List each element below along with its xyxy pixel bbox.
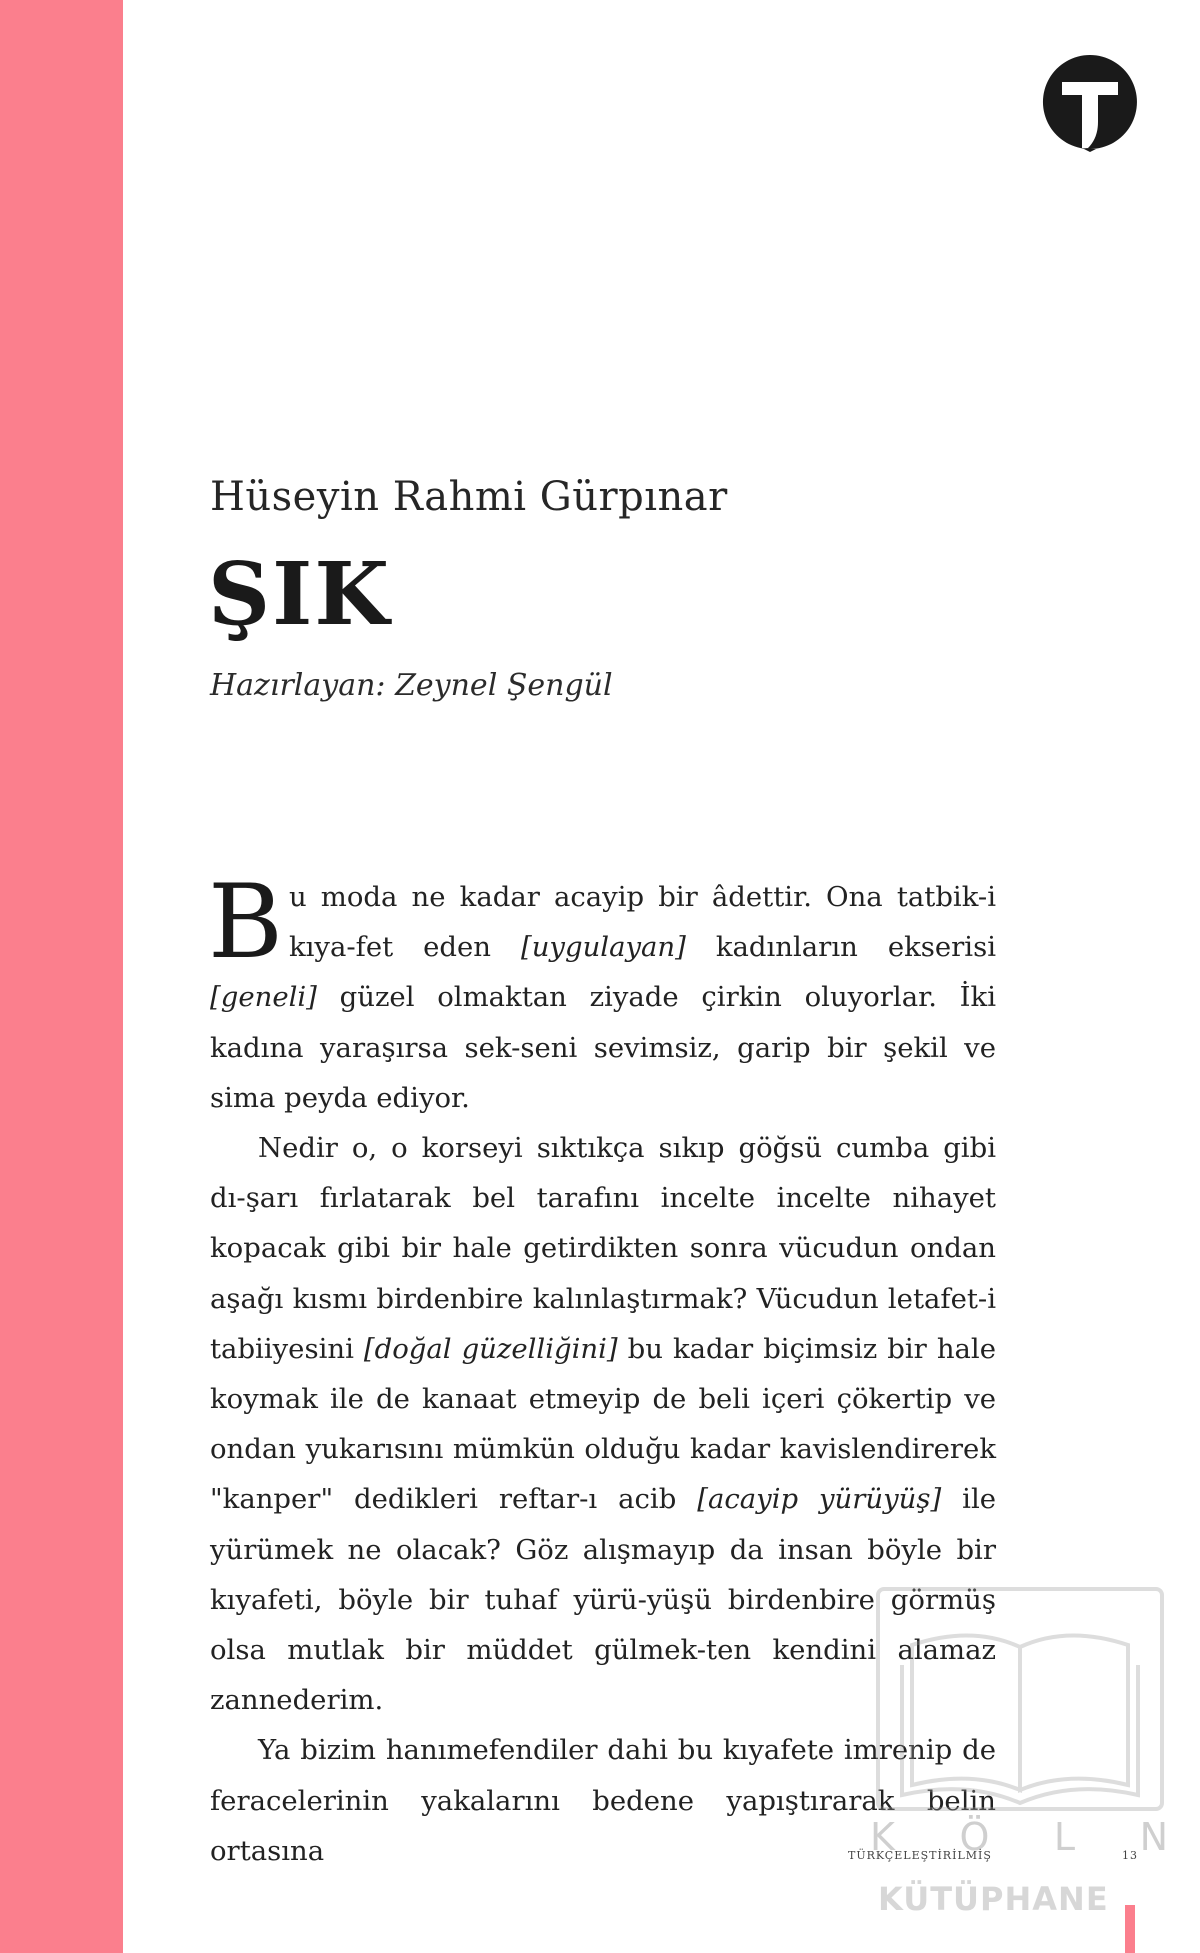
gloss: [geneli] [210,981,317,1014]
gloss: [uygulayan] [520,931,686,964]
paragraph-1 [208,863,996,1123]
gloss: [doğal güzelliğini] [363,1332,618,1365]
watermark-letter: K [870,1815,897,1859]
text-span: kadınların ekserisi [685,931,996,964]
watermark-subtitle: KÜTÜPHANE [878,1880,1109,1918]
gloss: [acayip yürüyüş] [697,1483,942,1516]
author-name: Hüseyin Rahmi Gürpınar [210,474,728,520]
page-marker [1125,1905,1135,1953]
text-span: u moda ne kadar acayip bir âdettir. Ona tatbik-i kıya-fet eden [288,881,996,964]
text-span: Ya bizim hanımefendiler dahi bu kıyafete imrenip de feracelerinin yakalarını bedene yapıştırarak belin ortasına [210,1734,996,1867]
text-span: güzel olmaktan ziyade çirkin oluyorlar. İki kadına yaraşırsa sek-seni sevimsiz, garip bir şekil ve sima peyda ediyor. [210,981,996,1114]
text-span: bu kadar biçimsiz bir hale koymak ile de kanaat etmeyip de beli içeri çökertip ve ondan yukarısını mümkün olduğu kadar kavislendirerek "kanper" dedikleri reftar-ı acib [210,1332,997,1516]
series-label: TÜRKÇELEŞTİRİLMİŞ [848,1849,992,1862]
publisher-logo-icon [1040,52,1140,152]
watermark-letter: N [1139,1815,1170,1859]
editor-credit: Hazırlayan: Zeynel Şengül [210,668,613,703]
watermark-letter: Ö [959,1815,992,1859]
text-span: ile yürümek ne olacak? Göz alışmayıp da insan böyle bir kıyafeti, böyle bir tuhaf yürü-yüşü birdenbire görmüş olsa mutlak bir müddet gülmek-ten kendini alamaz zannederim. [210,1483,997,1717]
text-span: Nedir o, o korseyi sıktıkça sıkıp göğsü cumba gibi dı-şarı fırlatarak bel tarafını incelte incelte nihayet kopacak gibi bir hale getirdikten sonra vücudun ondan aşağı kısmı birdenbire kalınlaştırmak? Vücudun letafet-i tabiiyesini [210,1132,996,1365]
drop-cap: B [208,863,283,982]
page-number: 13 [1122,1849,1138,1862]
pink-spine-band [0,0,123,1953]
watermark-letter: L [1053,1815,1078,1859]
book-title: ŞIK [208,544,392,645]
